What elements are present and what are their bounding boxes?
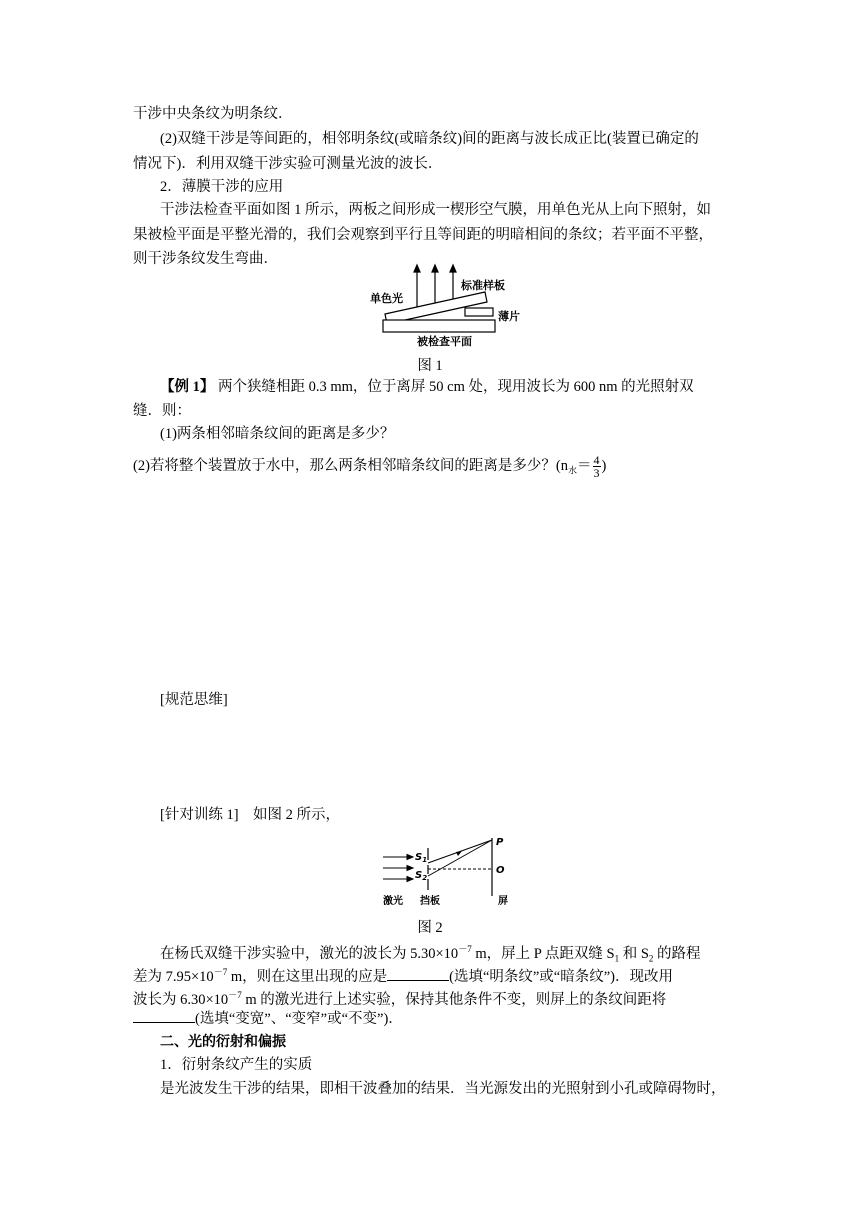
figure-2-caption: 图 2 [417, 920, 443, 936]
fraction-four-thirds [593, 454, 601, 479]
figure-1-caption: 图 1 [417, 358, 443, 374]
text-line: 果被检平面是平整光滑的，我们会观察到平行且等间距的明暗相间的条纹；若平面不平整， [133, 227, 713, 243]
section-norm-thinking: [规范思维] [160, 692, 228, 708]
training-text: 如图 2 所示， [238, 807, 341, 823]
example-text: 两个狭缝相距 0.3 mm，位于离屏 50 cm 处，现用波长为 600 nm 的光照射双 [214, 379, 694, 395]
label-s2: $S_2$ [415, 870, 428, 882]
text-line: 干涉中央条纹为明条纹． [133, 106, 293, 122]
problem-text: m 的激光进行上述实验，保持其他条件不变，则屏上的条纹间距将 [241, 991, 667, 1008]
label-standard-plate: 标准样板 [461, 279, 505, 292]
label-p: P [496, 837, 504, 848]
label-monochromatic-light: 单色光 [370, 292, 403, 305]
figure-1-diagram [365, 262, 535, 350]
exponent: －7 [458, 944, 472, 954]
text-line: 干涉法检查平面如图 1 所示，两板之间形成一楔形空气膜，用单色光从上向下照射，如 [160, 202, 711, 218]
figure-2-diagram [378, 830, 528, 912]
subscript: 1 [614, 953, 620, 964]
label-barrier: 挡板 [420, 896, 440, 907]
problem-line [133, 985, 666, 1010]
label-s1: $S_1$ [415, 852, 428, 864]
text-line: 情况下)．利用双缝干涉实验可测量光波的波长． [133, 156, 443, 172]
subscript-water: 水 [567, 465, 577, 476]
subheading: 1．衍射条纹产生的实质 [160, 1057, 313, 1073]
section-heading: 二、光的衍射和偏振 [160, 1034, 286, 1050]
problem-text: m，则在这里出现的应是 [227, 968, 388, 985]
label-tested-surface: 被检查平面 [417, 335, 472, 348]
label-screen: 屏 [498, 896, 508, 907]
answer-blank-2[interactable] [133, 1008, 195, 1023]
text-line: 是光波发生干涉的结果，即相干波叠加的结果．当光源发出的光照射到小孔或障碍物时， [160, 1081, 726, 1097]
question-1: (1)两条相邻暗条纹间的距离是多少？ [160, 426, 395, 442]
problem-text: (选填“变宽”、“变窄”或“不变”)． [195, 1011, 403, 1027]
subheading: 2．薄膜干涉的应用 [160, 179, 284, 195]
problem-line [133, 1008, 403, 1029]
example-line [160, 377, 694, 397]
problem-text: (选填“明条纹”或“暗条纹”)．现改用 [449, 968, 674, 985]
problem-text: 差为 7.95×10 [133, 968, 214, 985]
exponent: －7 [213, 967, 228, 977]
text-line: (2)双缝干涉是等间距的，相邻明条纹(或暗条纹)间的距离与波长成正比(装置已确定的 [160, 131, 699, 147]
equals-sign: ＝ [577, 457, 592, 474]
question-2 [133, 454, 606, 481]
problem-text: 波长为 6.30×10 [133, 991, 229, 1008]
training-label: [针对训练 1] [160, 807, 239, 823]
exponent: －7 [228, 990, 242, 1000]
label-thin-sheet: 薄片 [498, 310, 520, 323]
problem-text: 和 S [619, 945, 649, 962]
subscript: 2 [648, 953, 654, 964]
problem-text: 的路程 [653, 945, 701, 962]
problem-text: 在杨氏双缝干涉实验中，激光的波长为 5.30×10 [160, 945, 459, 962]
example-tag: 【例 1】 [160, 379, 215, 395]
answer-blank-1[interactable] [387, 966, 449, 981]
problem-text: m，屏上 P 点距双缝 S [471, 945, 615, 962]
fraction-denominator: 3 [593, 466, 600, 480]
label-laser: 激光 [383, 896, 403, 907]
label-o: O [496, 865, 505, 876]
question-2-text: (2)若将整个装置放于水中，那么两条相邻暗条纹间的距离是多少？(n [133, 457, 568, 474]
problem-line [133, 962, 673, 987]
text-line: 则干涉条纹发生弯曲． [133, 251, 278, 267]
fraction-numerator: 4 [593, 453, 600, 467]
training-line [160, 805, 340, 825]
text-line: 缝．则： [133, 403, 191, 419]
close-paren: ) [601, 457, 607, 474]
